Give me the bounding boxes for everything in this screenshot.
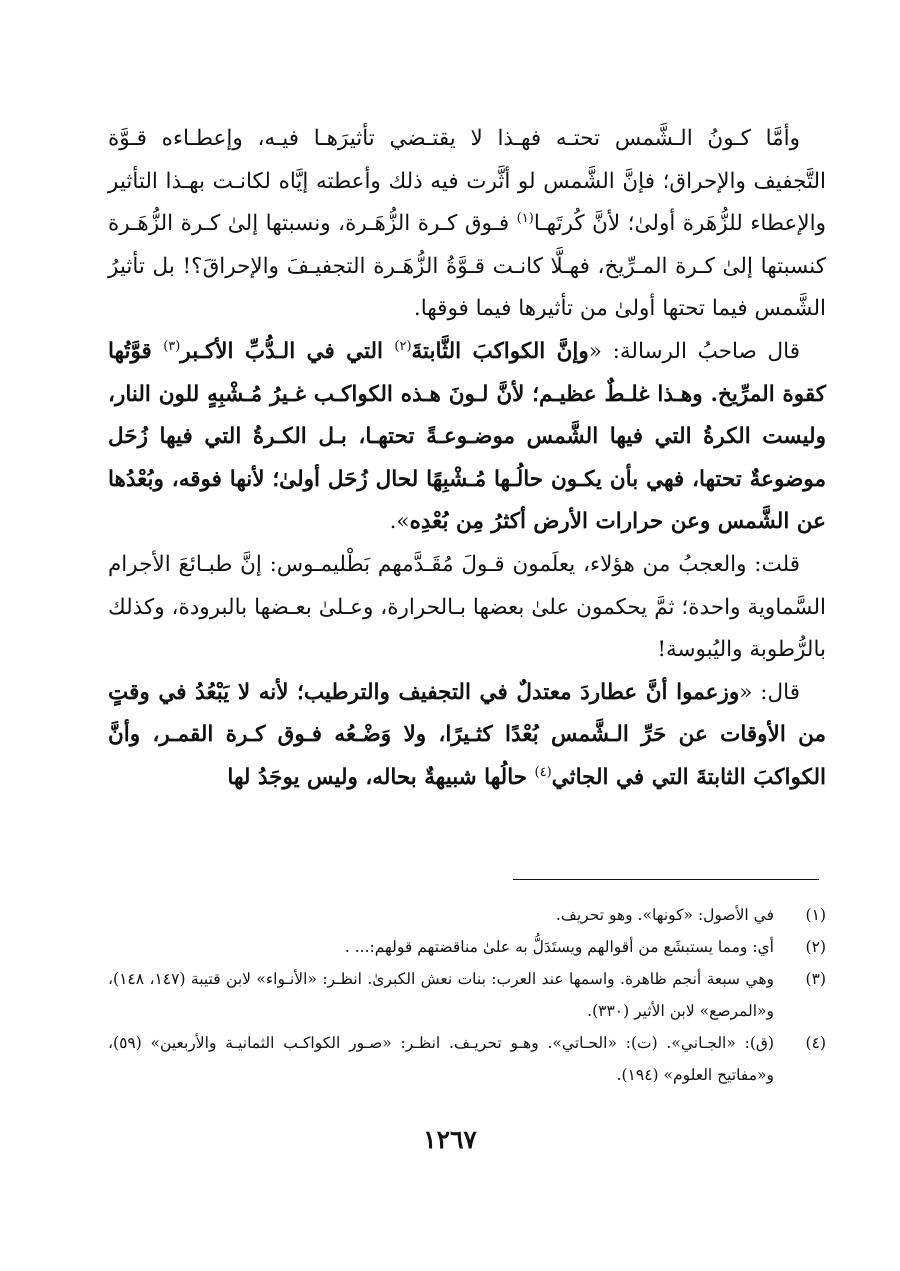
paragraph-3: [108, 544, 826, 672]
footnote-text: أي: ومما يستبشَع من أقوالهم ويستَدَلُّ به علىٰ مناقضتهم قولهم:... .: [344, 938, 774, 956]
footnote-text: (ق): «الجـاني». (ت): «الحـاتي». وهـو تحريـف. انظـر: «صـور الكواكـب الثمانيـة والأربعين» (٥٩)، و«مفاتيح العلوم» (١٩٤).: [108, 1034, 774, 1084]
paragraph-2-intro: قال صاحبُ الرسالة: «: [588, 338, 800, 364]
footnote-separator: [513, 879, 819, 880]
footnote-number: (٤): [805, 1034, 826, 1052]
quote-text-5: حالُها شبيهةٌ بحاله، وليس يوجَدُ لها: [227, 764, 535, 790]
main-text: [108, 118, 826, 800]
footnote-text: وهي سبعة أنجم ظاهرة. واسمها عند العرب: بنات نعش الكبرىٰ. انظـر: «الأنـواء» لابن قتيبة (١٤٧، ١٤٨)، و«المرصع» لابن الأثير (٣٣٠).: [108, 970, 775, 1020]
quote-text-1: وإنَّ الكواكبَ الثَّابتةَ: [411, 338, 589, 364]
paragraph-3-text: قلت: والعجبُ من هؤلاء، يعلَمون قـولَ مُقَـدَّمهم بَطْليمـوس: إنَّ طبـائعَ الأجرام السَّماوية واحدة؛ ثمَّ يحكمون علىٰ بعضها بـالحرارة، وعـلىٰ بعـضها بالبرودة، وكذلك بالرُّطوبة واليُبوسة!: [108, 551, 826, 663]
footnotes: [108, 899, 826, 1091]
quote-text-3: قوَّتُها كقوة المرِّيخ. وهـذا غلـطٌ عظيـم؛ لأنَّ لـونَ هـذه الكواكـب غـيرُ مُـشْبِهٍ للون النار، وليست الكرةُ التي فيها الشَّمس موضـوعـةً تحتهـا، بـل الكـرةُ التي فيها زُحَل موضوعةٌ تحتها، فهي بأن يكـون حالُـها مُـشْبِهًا لحال زُحَل أولىٰ؛ لأنها فوقه، وبُعْدُها عن الشَّمس وعن حرارات الأرض أكثرُ مِن بُعْدِه: [108, 338, 826, 535]
footnote-ref-1: (١): [516, 211, 534, 227]
footnote-item: [108, 931, 826, 963]
footnote-number: (١): [805, 906, 826, 924]
paragraph-1-text: وأمَّا كـونُ الـشَّمس تحتـه فهـذا لا يقتـضي تأثيرَهـا فيـه، وإعطـاءه قـوَّة التَّجفيف والإحراق؛ فإنَّ الشَّمس لو أثَّرت فيه ذلك وأعطته إيَّاه لكانـت بهـذا التأثير والإعطاء للزُّهَرة أولىٰ؛ لأنَّ كُرتَهـا: [108, 126, 826, 237]
footnote-ref-4: (٤): [534, 764, 552, 780]
quote-close: ».: [389, 509, 410, 535]
footnote-item: [108, 963, 826, 1027]
quote-text-2: التي في الـدُّبِّ الأكـبر: [180, 338, 395, 364]
footnote-number: (٣): [805, 970, 826, 988]
paragraph-1: [108, 118, 826, 331]
paragraph-4-intro: قال: «: [739, 679, 801, 705]
footnote-item: [108, 1027, 826, 1091]
footnote-number: (٢): [805, 938, 826, 956]
page-number: ١٢٦٧: [423, 1125, 477, 1154]
footnote-ref-2: (٢): [394, 338, 412, 354]
footnote-item: [108, 899, 826, 931]
footnote-text: في الأصول: «كونها». وهو تحريف.: [555, 906, 774, 924]
footnote-ref-3: (٣): [163, 338, 181, 354]
paragraph-1-text-rest: فـوق كـرة الزُّهَـرة، ونسبتها إلىٰ كـرة الزُّهَـرة كنسبتها إلىٰ كـرة المـرِّيخ، فهـلَّا كانـت قـوَّةُ الزُّهَـرة التجفيـفَ والإحراقَ؟! بل تأثيرُ الشَّمس فيما تحتها أولىٰ من تأثيرها فيما فوقها.: [108, 211, 826, 322]
paragraph-4: [108, 672, 826, 800]
paragraph-2: [108, 331, 826, 544]
quote-text-4: وزعموا أنَّ عطاردَ معتدلٌ في التجفيف والترطيب؛ لأنه لا يَبْعُدُ في وقتٍ من الأوقات عن حَرِّ الـشَّمس بُعْدًا كثـيرًا، ولا وَضْـعُه فـوق كـرة القمـر، وأنَّ الكواكبَ الثابتةَ التي في الجاثي: [108, 679, 826, 790]
